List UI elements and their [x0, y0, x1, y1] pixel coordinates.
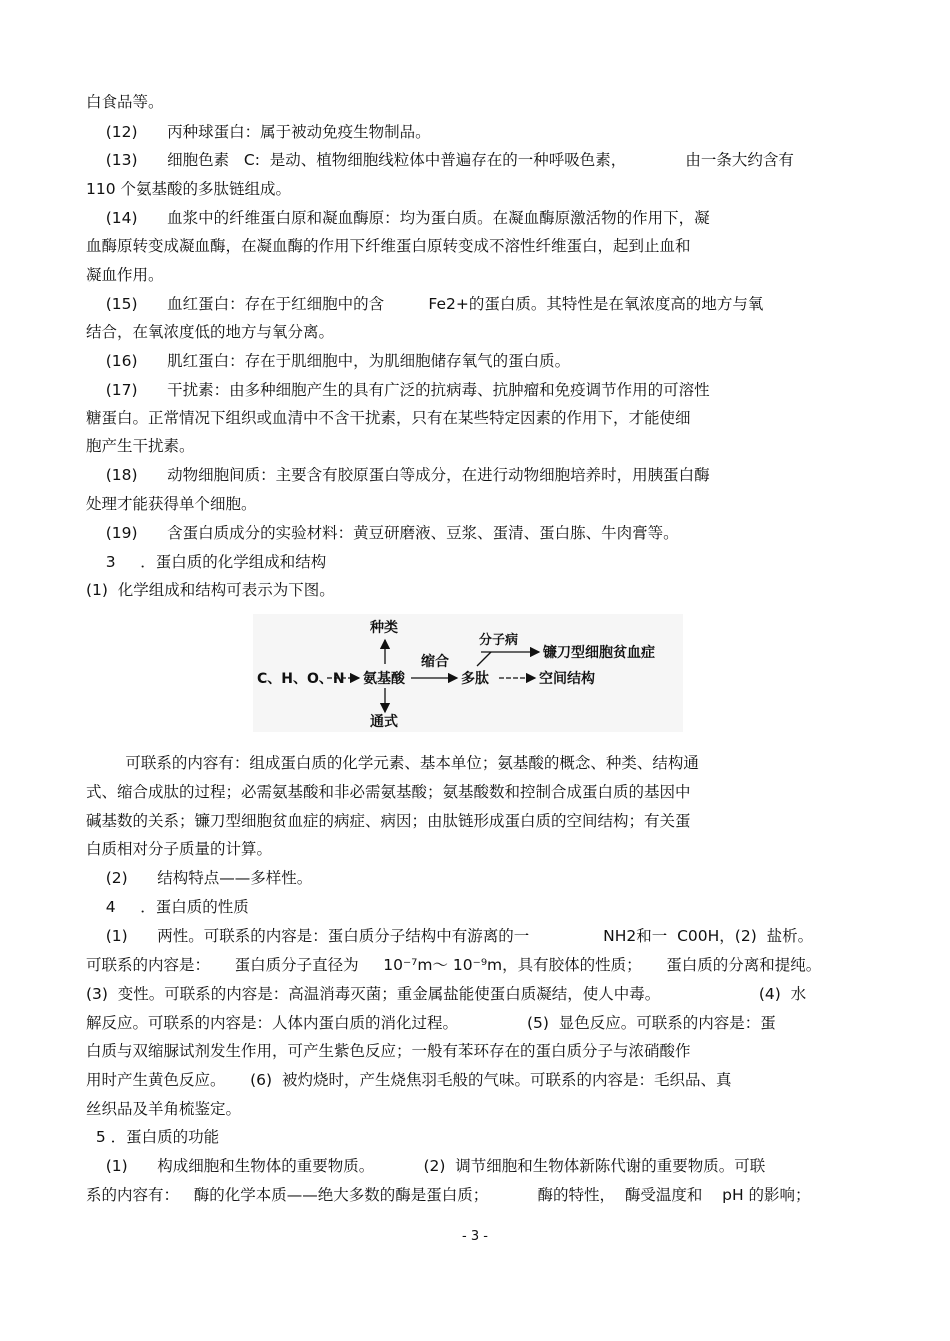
text-line: (15) 血红蛋白：存在于红细胞中的含 Fe2+的蛋白质。其特性是在氧浓度高的地方与氧	[86, 295, 764, 313]
spatial-structure-label: 空间结构	[539, 671, 595, 687]
text-line: 白质相对分子质量的计算。	[86, 840, 273, 858]
text-line: 3 ．蛋白质的化学组成和结构	[86, 553, 327, 571]
formula-label: 通式	[370, 714, 398, 730]
text-line: 可联系的内容是： 蛋白质分子直径为 10⁻⁷m～ 10⁻⁹m，具有胶体的性质； 蛋白质的分离和提纯。	[86, 956, 822, 974]
condensation-label: 缩合	[421, 654, 449, 670]
text-line: 白食品等。	[86, 93, 164, 111]
page-number: - 3 -	[462, 1229, 488, 1244]
text-line: 处理才能获得单个细胞。	[86, 495, 257, 513]
text-line: 用时产生黄色反应。 (6) 被灼烧时，产生烧焦羽毛般的气味。可联系的内容是：毛织品、真	[86, 1071, 732, 1089]
text-line: 糖蛋白。正常情况下组织或血清中不含干扰素，只有在某些特定因素的作用下，才能使细	[86, 409, 691, 427]
text-line: (19) 含蛋白质成分的实验材料：黄豆研磨液、豆浆、蛋清、蛋白胨、牛肉膏等。	[86, 524, 679, 542]
text-line: (1) 构成细胞和生物体的重要物质。 (2) 调节细胞和生物体新陈代谢的重要物质。可联	[86, 1157, 766, 1175]
molecular-disease-label: 分子病	[479, 633, 519, 648]
text-line: (13) 细胞色素 C: 是动、植物细胞线粒体中普遍存在的一种呼吸色素， 由一条大约含有	[86, 151, 794, 169]
text-line: (16) 肌红蛋白：存在于肌细胞中，为肌细胞储存氧气的蛋白质。	[86, 352, 571, 370]
text-line: 系的内容有： 酶的化学本质——绝大多数的酶是蛋白质； 酶的特性， 酶受温度和 pH 的影响；	[86, 1186, 811, 1204]
text-line: (18) 动物细胞间质：主要含有胶原蛋白等成分，在进行动物细胞培养时，用胰蛋白酶	[86, 466, 710, 484]
text-line: 结合，在氧浓度低的地方与氧分离。	[86, 323, 335, 341]
protein-structure-diagram	[253, 614, 683, 732]
text-line: (1) 化学组成和结构可表示为下图。	[86, 581, 335, 599]
text-line: 血酶原转变成凝血酶，在凝血酶的作用下纤维蛋白原转变成不溶性纤维蛋白，起到止血和	[86, 237, 691, 255]
text-line: (2) 结构特点——多样性。	[86, 869, 313, 887]
text-line: (12) 丙种球蛋白：属于被动免疫生物制品。	[86, 123, 431, 141]
text-line: (14) 血浆中的纤维蛋白原和凝血酶原：均为蛋白质。在凝血酶原激活物的作用下，凝	[86, 209, 710, 227]
text-line: 110 个氨基酸的多肽链组成。	[86, 180, 292, 198]
text-line: 4 ．蛋白质的性质	[86, 898, 249, 916]
text-line: 丝织品及羊角梳鉴定。	[86, 1100, 242, 1118]
text-line: 解反应。可联系的内容是：人体内蛋白质的消化过程。 (5) 显色反应。可联系的内容是：蛋	[86, 1014, 776, 1032]
amino-acid-label: 氨基酸	[363, 671, 405, 687]
text-line: 凝血作用。	[86, 266, 164, 284]
text-line: 式、缩合成肽的过程；必需氨基酸和非必需氨基酸；氨基酸数和控制合成蛋白质的基因中	[86, 783, 691, 801]
text-line: (17) 干扰素：由多种细胞产生的具有广泛的抗病毒、抗肿瘤和免疫调节作用的可溶性	[86, 381, 710, 399]
arrow-peptide-to-disease	[477, 652, 491, 666]
sickle-cell-label: 镰刀型细胞贫血症	[543, 645, 655, 661]
text-line: 碱基数的关系；镰刀型细胞贫血症的病症、病因；由肽链形成蛋白质的空间结构；有关蛋	[86, 812, 691, 830]
text-line: (3) 变性。可联系的内容是：高温消毒灭菌；重金属盐能使蛋白质凝结，使人中毒。 (4) 水	[86, 985, 807, 1003]
text-line: 胞产生干扰素。	[86, 437, 195, 455]
elements-label: C、H、O、N	[257, 671, 345, 687]
text-line: (1) 两性。可联系的内容是：蛋白质分子结构中有游离的一 NH2和一 C00H，(2) 盐析。	[86, 927, 814, 945]
text-line: 5 ．蛋白质的功能	[86, 1128, 220, 1146]
text-line: 白质与双缩脲试剂发生作用，可产生紫色反应；一般有苯环存在的蛋白质分子与浓硝酸作	[86, 1042, 691, 1060]
text-line: 可联系的内容有：组成蛋白质的化学元素、基本单位；氨基酸的概念、种类、结构通	[86, 754, 699, 772]
types-label: 种类	[370, 620, 398, 636]
peptide-label: 多肽	[461, 671, 489, 687]
